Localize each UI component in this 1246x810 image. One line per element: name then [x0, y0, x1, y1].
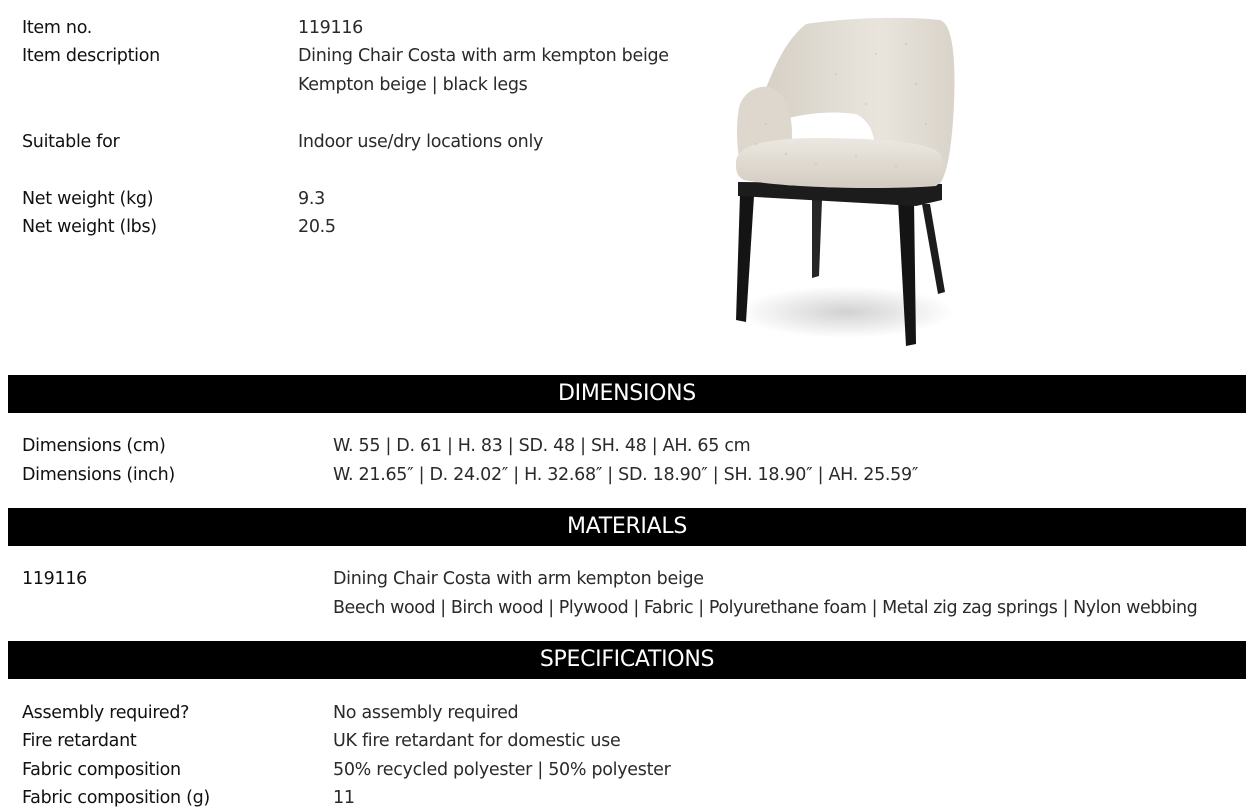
spec-label: Fire retardant	[22, 731, 137, 751]
materials-title: MATERIALS	[566, 514, 687, 539]
spec-value: No assembly required	[333, 703, 519, 723]
item-no-label: Item no.	[22, 18, 93, 38]
dimensions-inch-label: Dimensions (inch)	[22, 465, 175, 485]
dimensions-cm-value: W. 55 | D. 61 | H. 83 | SD. 48 | SH. 48 | AH. 65 cm	[333, 436, 751, 456]
spec-value: 11	[333, 788, 355, 808]
dimensions-title: DIMENSIONS	[558, 381, 696, 406]
dining-chair-photo	[726, 14, 958, 354]
item-description-line1: Dining Chair Costa with arm kempton beige	[298, 46, 669, 66]
materials-list: Beech wood | Birch wood | Plywood | Fabric | Polyurethane foam | Metal zig zag springs | Nylon webbing	[333, 598, 1198, 618]
materials-header	[8, 508, 1246, 546]
item-description-line2: Kempton beige | black legs	[298, 75, 528, 95]
suitable-for-value: Indoor use/dry locations only	[298, 132, 544, 152]
back-left-leg	[812, 200, 822, 278]
spec-value: 50% recycled polyester | 50% polyester	[333, 760, 671, 780]
net-weight-kg-value: 9.3	[298, 189, 325, 209]
item-description-label: Item description	[22, 46, 160, 66]
materials-item-name: Dining Chair Costa with arm kempton beige	[333, 569, 704, 589]
specifications-title: SPECIFICATIONS	[539, 647, 715, 672]
net-weight-lbs-label: Net weight (lbs)	[22, 217, 157, 237]
item-no-value: 119116	[298, 18, 364, 38]
specifications-header	[8, 641, 1246, 679]
net-weight-lbs-value: 20.5	[298, 217, 336, 237]
net-weight-kg-label: Net weight (kg)	[22, 189, 154, 209]
seat-cushion	[736, 138, 943, 188]
materials-item-no: 119116	[22, 569, 88, 589]
spec-value: UK fire retardant for domestic use	[333, 731, 621, 751]
spec-label: Fabric composition (g)	[22, 788, 210, 808]
suitable-for-label: Suitable for	[22, 132, 120, 152]
dimensions-inch-value: W. 21.65″ | D. 24.02″ | H. 32.68″ | SD. 18.90″ | SH. 18.90″ | AH. 25.59″	[333, 465, 919, 485]
floor-shadow	[738, 286, 954, 338]
dimensions-cm-label: Dimensions (cm)	[22, 436, 166, 456]
spec-label: Assembly required?	[22, 703, 190, 723]
spec-label: Fabric composition	[22, 760, 181, 780]
dimensions-header	[8, 375, 1246, 413]
back-right-leg	[922, 204, 945, 294]
